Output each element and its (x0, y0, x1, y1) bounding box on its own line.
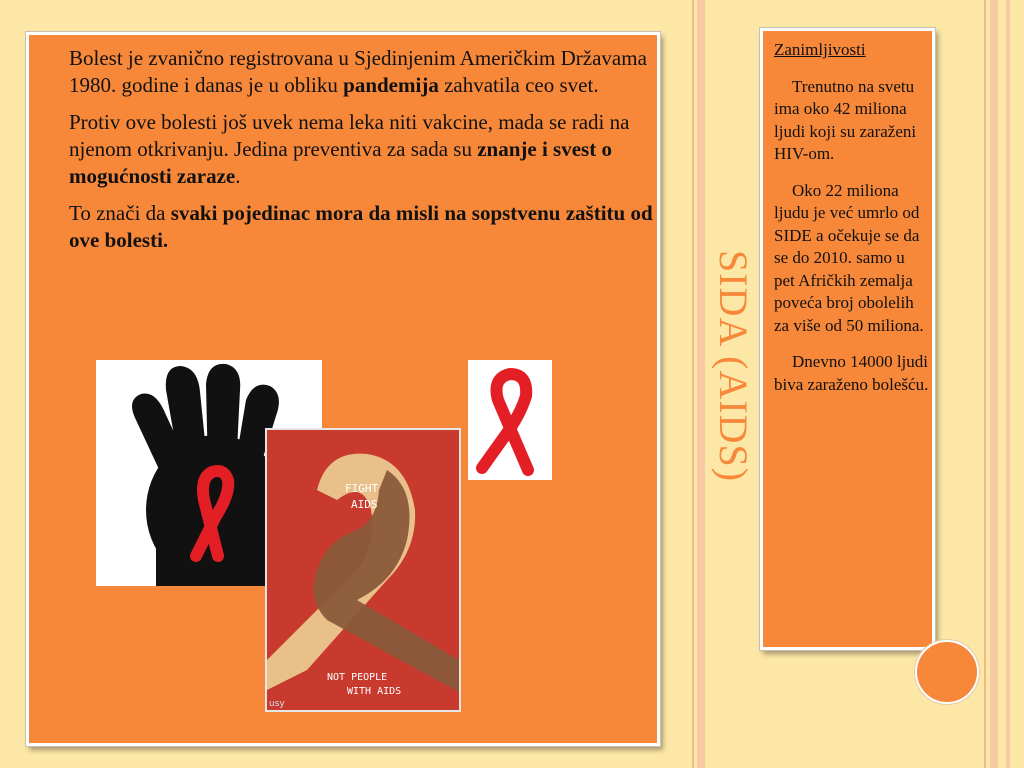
paragraph-responsibility: To znači da svaki pojedinac mora da misli na sopstvenu zaštitu od ove bolesti. (69, 201, 653, 252)
keyword-knowledge: znanje i svest o mogućnosti zaraze (69, 137, 612, 188)
slide-title: SIDA (AIDS) (711, 250, 756, 483)
decorative-stripe (697, 0, 705, 768)
poster-title-line2: AIDS (351, 498, 378, 511)
facts-text-block (774, 39, 929, 410)
fact-item: Trenutno na svetu ima oko 42 miliona ljudi koji su zaraženi HIV-om. (774, 76, 917, 163)
decorative-stripe (1006, 0, 1010, 768)
poster-title-line1: FIGHT (345, 482, 379, 495)
decorative-circle (915, 640, 979, 704)
paragraph-prevention: Protiv ove bolesti još uvek nema leka niti vakcine, mada se radi na njenom otkrivanju. Jedina preventiva za sada su znanje i svest o mogućnosti zaraze. (69, 110, 630, 188)
main-text-block (69, 45, 654, 264)
fact-item: Dnevno 14000 ljudi biva zaraženo bolešću. (774, 352, 929, 394)
facts-heading: Zanimljivosti (774, 40, 866, 59)
keyword-pandemic: pandemija (343, 73, 439, 97)
poster-slogan-line2: WITH AIDS (347, 686, 402, 697)
keyword-responsibility: svaki pojedinac mora da misli na sopstvenu zaštitu od ove bolesti. (69, 201, 653, 252)
red-ribbon-image (468, 360, 552, 480)
decorative-stripe (990, 0, 998, 768)
poster-slogan-line1: NOT PEOPLE (327, 672, 388, 683)
poster-corner-mark: usy (269, 699, 285, 709)
fact-item: Oko 22 miliona ljudu je već umrlo od SIDE a očekuje se da se do 2010. samo u pet Afričkih zemalja poveća broj obolelih za više od 50 miliona. (774, 180, 924, 335)
fight-aids-poster (265, 428, 461, 712)
facts-sidebar (760, 28, 935, 650)
paragraph-history: Bolest je zvanično registrovana u Sjedinjenim Američkim Državama 1980. godine i danas je u obliku pandemija zahvatila ceo svet. (69, 46, 647, 97)
decorative-stripe (692, 0, 694, 768)
decorative-stripe (984, 0, 986, 768)
